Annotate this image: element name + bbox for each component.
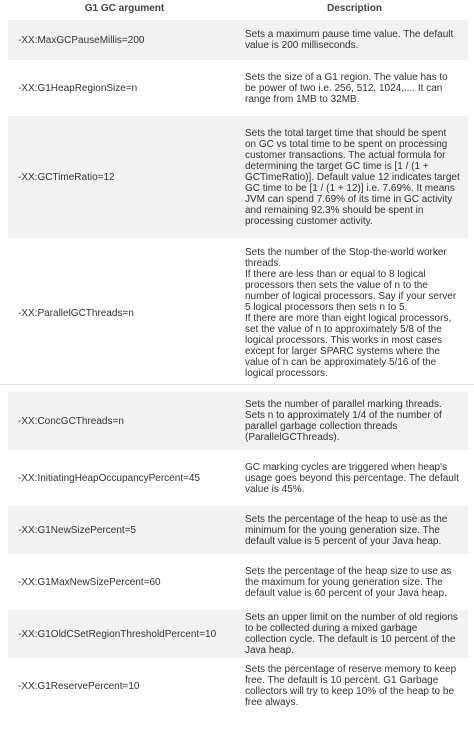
argument-cell: -XX:G1OldCSetRegionThresholdPercent=10 xyxy=(8,610,241,658)
argument-cell: -XX:MaxGCPauseMillis=200 xyxy=(8,20,241,60)
gc-arguments-table-part-1 xyxy=(8,0,468,384)
table-row xyxy=(8,558,468,606)
gc-arguments-table-part-2 xyxy=(8,392,468,710)
argument-cell: -XX:ConcGCThreads=n xyxy=(8,392,241,450)
description-cell: Sets the size of a G1 region. The value has to be power of two i.e. 256, 512, 1024,.... It can range from 1MB to 32MB. xyxy=(241,64,468,112)
table-row xyxy=(8,662,468,710)
table-row xyxy=(8,64,468,112)
description-cell: Sets the total target time that should be spent on GC vs total time to be spent on processing customer transactions. The actual formula for determining the target GC time is [1 / (1 + GCTimeRatio)]. Default value 12 indicates target GC time to be [1 / (1 + 12)] i.e. 7.69%. It means JVM can spend 7.69% of its time in GC activity and remaining 92.3% should be spent in processing customer activity. xyxy=(241,116,468,238)
argument-cell: -XX:GCTimeRatio=12 xyxy=(8,116,241,238)
table-row xyxy=(8,506,468,554)
table-row xyxy=(8,116,468,238)
description-cell: Sets the number of parallel marking threads. Sets n to approximately 1/4 of the number of parallel garbage collection threads (ParallelGCThreads). xyxy=(241,392,468,450)
argument-cell: -XX:G1MaxNewSizePercent=60 xyxy=(8,558,241,606)
description-cell: Sets a maximum pause time value. The default value is 200 milliseconds. xyxy=(241,20,468,60)
description-cell: GC marking cycles are triggered when heap's usage goes beyond this percentage. The default value is 45%. xyxy=(241,454,468,502)
description-cell: Sets the percentage of reserve memory to keep free. The default is 10 percent. G1 Garbage collectors will try to keep 10% of the heap to be free always. xyxy=(241,662,468,710)
description-column-header: Description xyxy=(326,2,382,14)
table-header-row xyxy=(8,0,468,16)
argument-cell: -XX:InitiatingHeapOccupancyPercent=45 xyxy=(8,454,241,502)
table-row xyxy=(8,242,468,384)
description-cell: Sets the percentage of the heap to use as the minimum for the young generation size. The default value is 5 percent of your Java heap. xyxy=(241,506,468,554)
argument-column-header: G1 GC argument xyxy=(84,2,165,14)
description-cell: Sets the number of the Stop-the-world worker threads. If there are less than or equal to 8 logical processors then sets the value of n to the number of logical processors. Say if your server 5 logical processors then sets n to 5. If there are more than eight logical processors, set the value of n to approximately 5/8 of the logical processors. This works in most cases except for larger SPARC systems where the value of n can be approximately 5/16 of the logical processors. xyxy=(241,242,468,384)
argument-cell: -XX:G1ReservePercent=10 xyxy=(8,662,241,710)
description-cell: Sets the percentage of the heap size to use as the maximum for young generation size. The default value is 60 percent of your Java heap. xyxy=(241,558,468,606)
argument-cell: -XX:G1HeapRegionSize=n xyxy=(8,64,241,112)
table-row xyxy=(8,610,468,658)
page-break-divider xyxy=(0,384,474,385)
description-cell: Sets an upper limit on the number of old regions to be collected during a mixed garbage collection cycle. The default is 10 percent of the Java heap. xyxy=(241,610,468,658)
table-row xyxy=(8,20,468,60)
table-row xyxy=(8,454,468,502)
argument-cell: -XX:ParallelGCThreads=n xyxy=(8,242,241,384)
table-row xyxy=(8,392,468,450)
argument-cell: -XX:G1NewSizePercent=5 xyxy=(8,506,241,554)
